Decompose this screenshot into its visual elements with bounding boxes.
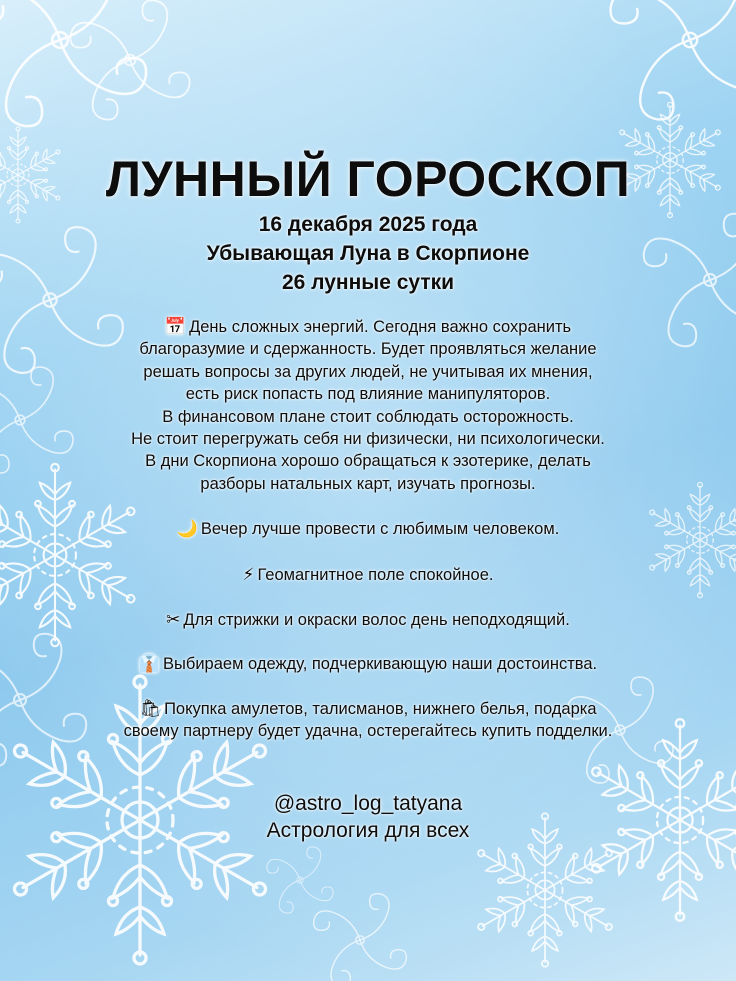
description-line: В дни Скорпиона хорошо обращаться к эзотерике, делать (145, 452, 591, 471)
page-title: ЛУННЫЙ ГОРОСКОП (105, 151, 631, 207)
description-line: День сложных энергий. Сегодня важно сохранить (189, 318, 572, 336)
moon-phase-line: Убывающая Луна в Скорпионе (206, 242, 530, 265)
haircut-advice (80, 609, 656, 631)
shopping-advice (80, 698, 656, 743)
clothing-advice (80, 653, 656, 675)
description-line: В финансовом плане стоит соблюдать осторожность. (162, 407, 574, 426)
date-line: 16 декабря 2025 года (258, 213, 478, 236)
calendar-icon: 📅 (164, 317, 187, 337)
evening-advice-text: Вечер лучше провести с любимым человеком. (200, 520, 560, 538)
evening-advice (80, 518, 656, 540)
shopping-advice-line: своему партнеру будет удачна, остерегайтесь купить подделки. (123, 722, 613, 741)
daily-description (80, 316, 656, 495)
description-line: разборы натальных карт, изучать прогнозы. (200, 474, 536, 493)
tie-icon: 👔 (138, 654, 161, 674)
description-line: есть риск попасть под влияние манипуляторов. (185, 385, 551, 404)
description-line: решать вопросы за других людей, не учитывая их мнения, (143, 362, 593, 381)
author-tagline: Астрология для всех (266, 819, 470, 842)
scissors-icon: ✂ (166, 610, 181, 630)
author-handle: @astro_log_tatyana (273, 792, 463, 815)
lunar-day-line: 26 лунные сутки (281, 271, 455, 294)
shopping-bag-icon: 🛍 (139, 699, 162, 719)
lightning-icon: ⚡ (242, 565, 255, 585)
description-line: Не стоит перегружать себя ни физически, ни психологически. (131, 430, 605, 449)
description-line: благоразумие и сдержанность. Будет проявляться желание (139, 340, 597, 359)
shopping-advice-line: Покупка амулетов, талисманов, нижнего белья, подарка (164, 700, 597, 718)
geomagnetic-status-text: Геомагнитное поле спокойное. (257, 566, 494, 584)
haircut-advice-text: Для стрижки и окраски волос день неподходящий. (183, 611, 570, 629)
moon-icon: 🌙 (176, 519, 198, 539)
clothing-advice-text: Выбираем одежду, подчеркивающую наши достоинства. (163, 655, 598, 673)
geomagnetic-status (80, 564, 656, 586)
